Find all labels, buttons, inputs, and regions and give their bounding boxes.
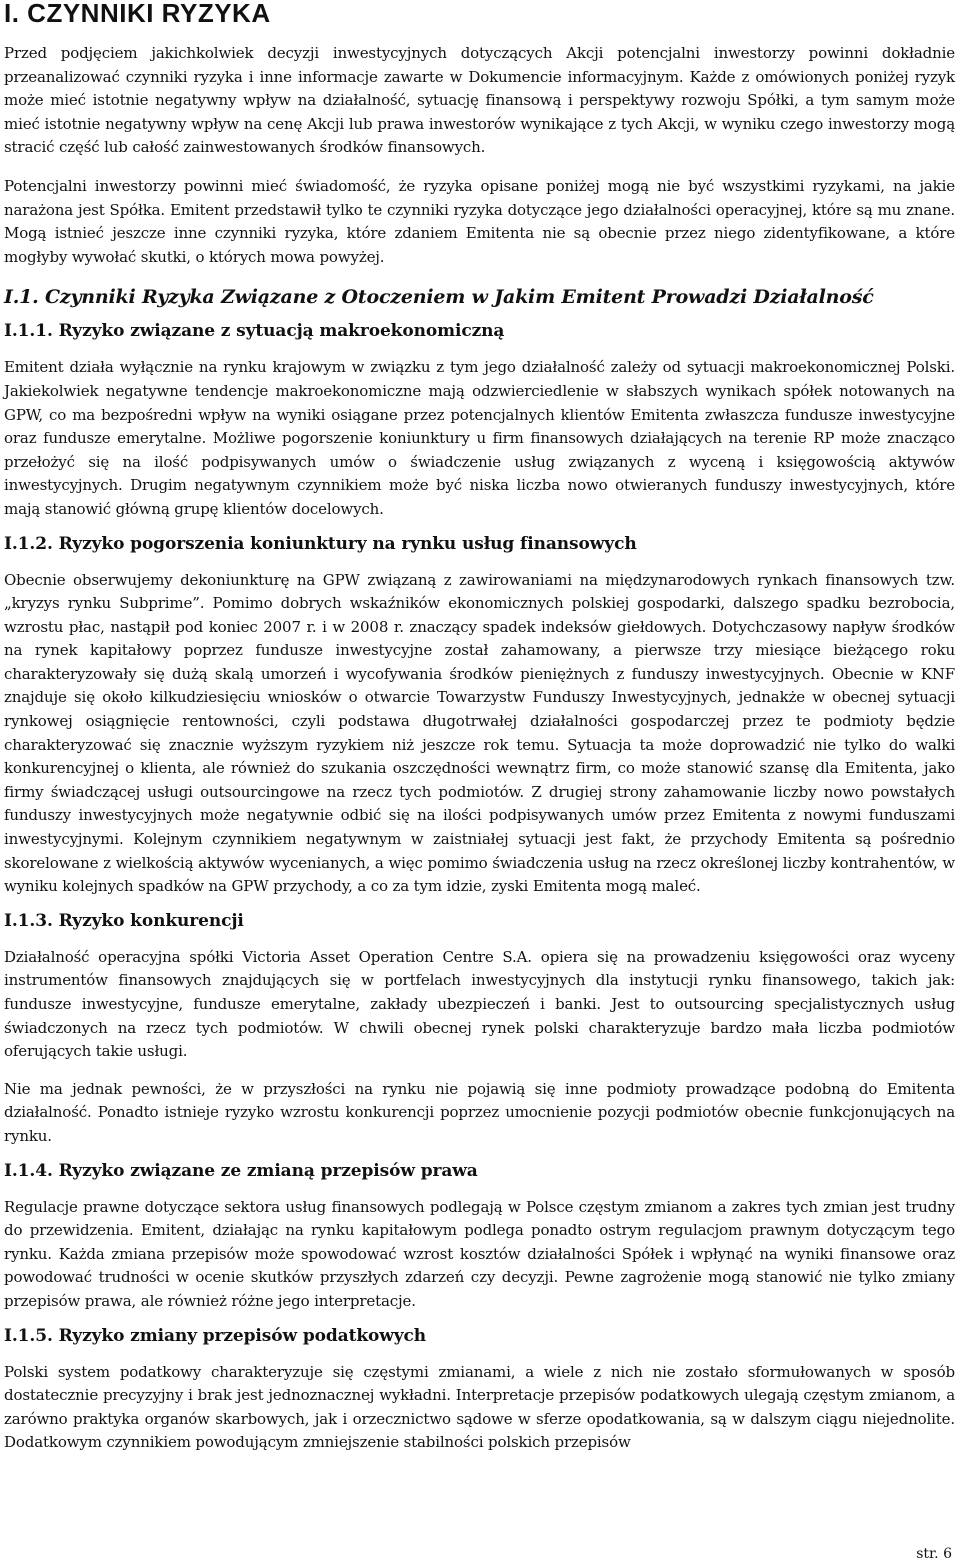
subsection-title-law-changes: I.1.4. Ryzyko związane ze zmianą przepisów prawa bbox=[4, 1160, 478, 1181]
subsection-title-competition: I.1.3. Ryzyko konkurencji bbox=[4, 910, 244, 931]
intro-paragraph-1: Przed podjęciem jakichkolwiek decyzji inwestycyjnych dotyczących Akcji potencjalni inwestorzy powinni dokładnie przeanalizować czynniki ryzyka i inne informacje zawarte w Dokumencie informacyjnym. Każde z omówionych poniżej ryzyk może mieć istotnie negatywny wpływ na działalność, sytuację finansową i perspektywy rozwoju Spółki, a tym samym może mieć istotnie negatywny wpływ na cenę Akcji lub prawa inwestorów wynikające z tych Akcji, w wyniku czego inwestorzy mogą stracić część lub całość zainwestowanych środków finansowych. bbox=[4, 44, 955, 157]
paragraph-law-changes: Regulacje prawne dotyczące sektora usług finansowych podlegają w Polsce częstym zmianom a zakres tych zmian jest trudny do przewidzenia. Emitent, działając na rynku kapitałowym podlega ponadto ostrym regulacjom prawnym dotyczącym tego rynku. Każda zmiana przepisów może spowodować wzrost kosztów działalności Spółek i wpłynąć na wyniki finansowe oraz powodować trudności w ocenie skutków przyszłych zdarzeń czy decyzji. Pewne zagrożenie mogą stanowić nie tylko zmiany przepisów prawa, ale również różne jego interpretacje. bbox=[4, 1197, 955, 1310]
paragraph-macroeconomic: Emitent działa wyłącznie na rynku krajowym w związku z tym jego działalność zależy od sytuacji makroekonomicznej Polski. Jakiekolwiek negatywne tendencje makroekonomiczne mają odzwierciedlenie w słabszych wynikach spółek notowanych na GPW, co ma bezpośredni wpływ na wyniki osiągane przez potencjalnych klientów Emitenta zwłaszcza fundusze inwestycyjne oraz fundusze emerytalne. Możliwe pogorszenie koniunktury u firm finansowych działających na terenie RP może znacząco przełożyć się na ilość podpisywanych umów o świadczenie usług związanych z wyceną i księgowością aktywów inwestycyjnych. Drugim negatywnym czynnikiem może być niska liczba nowo otwieranych funduszy inwestycyjnych, które mają stanowić główną grupę klientów docelowych. bbox=[4, 358, 955, 518]
subsection-title-market-downturn: I.1.2. Ryzyko pogorszenia koniunktury na rynku usług finansowych bbox=[4, 533, 637, 554]
intro-paragraph-2: Potencjalni inwestorzy powinni mieć świadomość, że ryzyka opisane poniżej mogą nie być wszystkimi ryzykami, na jakie narażona jest Spółka. Emitent przedstawił tylko te czynniki ryzyka dotyczące jego działalności operacyjnej, które są mu znane. Mogą istnieć jeszcze inne czynniki ryzyka, które zdaniem Emitenta nie są obecnie przez niego zidentyfikowane, a które mogłyby wywołać skutki, o których mowa powyżej. bbox=[4, 176, 955, 266]
subsection-title-tax-changes: I.1.5. Ryzyko zmiany przepisów podatkowych bbox=[4, 1325, 427, 1346]
section-title: I.1. Czynniki Ryzyka Związane z Otoczeniem w Jakim Emitent Prowadzi Działalność bbox=[4, 286, 874, 309]
document-page bbox=[4, 0, 955, 1455]
paragraph-competition-2: Nie ma jednak pewności, że w przyszłości na rynku nie pojawią się inne podmioty prowadzące podobną do Emitenta działalność. Ponadto istnieje ryzyko wzrostu konkurencji poprzez umocnienie pozycji podmiotów obecnie funkcjonujących na rynku. bbox=[4, 1079, 955, 1145]
page-number: str. 6 bbox=[916, 1546, 952, 1562]
paragraph-market-downturn: Obecnie obserwujemy dekoniunkturę na GPW związaną z zawirowaniami na międzynarodowych rynkach finansowych tzw. „kryzys rynku Subprime”. Pomimo dobrych wskaźników ekonomicznych polskiej gospodarki, dalszego spadku bezrobocia, wzrostu płac, nastąpił pod koniec 2007 r. i w 2008 r. znaczący spadek indeksów giełdowych. Dotychczasowy napływ środków na rynek kapitałowy poprzez fundusze inwestycyjne został zahamowany, a pierwsze trzy miesiące bieżącego roku charakteryzowały się dużą skalą umorzeń i wycofywania środków pieniężnych z funduszy inwestycyjnych. Obecnie w KNF znajduje się około kilkudziesięciu wniosków o otwarcie Towarzystw Funduszy Inwestycyjnych, jednakże w obecnej sytuacji rynkowej osiągnięcie rentowności, czyli podstawa długotrwałej działalności gospodarczej przez te podmioty będzie charakteryzować się znacznie wyższym ryzykiem niż jeszcze rok temu. Sytuacja ta może doprowadzić nie tylko do walki konkurencyjnej o klienta, ale również do szukania oszczędności wewnątrz firm, co może stanowić szansę dla Emitenta, jako firmy świadczącej usługi outsourcingowe na rzecz tych podmiotów. Z drugiej strony zahamowanie liczby nowo powstałych funduszy inwestycyjnych może negatywnie odbić się na ilości podpisywanych umów przez Emitenta z nowymi funduszami inwestycyjnymi. Kolejnym czynnikiem negatywnym w zaistniałej sytuacji jest fakt, że przychody Emitenta są pośrednio skorelowane z wielkością aktywów wycenianych, a więc pomimo świadczenia usług na rzecz określonej liczby kontrahentów, w wyniku kolejnych spadków na GPW przychody, a co za tym idzie, zyski Emitenta mogą maleć. bbox=[4, 570, 955, 896]
chapter-title: I. CZYNNIKI RYZYKA bbox=[4, 0, 271, 26]
paragraph-competition-1: Działalność operacyjna spółki Victoria Asset Operation Centre S.A. opiera się na prowadzeniu księgowości oraz wyceny instrumentów finansowych znajdujących się w portfelach inwestycyjnych dla instytucji rynku finansowego, takich jak: fundusze inwestycyjne, fundusze emerytalne, zakłady ubezpieczeń i banki. Jest to outsourcing specjalistycznych usług świadczonych na rzecz tych podmiotów. W chwili obecnej rynek polski charakteryzuje bardzo mała liczba podmiotów oferujących takie usługi. bbox=[4, 947, 955, 1061]
subsection-title-macroeconomic: I.1.1. Ryzyko związane z sytuacją makroekonomiczną bbox=[4, 321, 505, 342]
paragraph-tax-changes: Polski system podatkowy charakteryzuje się częstymi zmianami, a wiele z nich nie zostało sformułowanych w sposób dostatecznie precyzyjny i brak jest jednoznacznej wykładni. Interpretacje przepisów podatkowych ulegają częstym zmianom, a zarówno praktyka organów skarbowych, jak i orzecznictwo sądowe w sferze opodatkowania, są w dalszym ciągu niejednolite. Dodatkowym czynnikiem powodującym zmniejszenie stabilności polskich przepisów bbox=[4, 1362, 955, 1452]
